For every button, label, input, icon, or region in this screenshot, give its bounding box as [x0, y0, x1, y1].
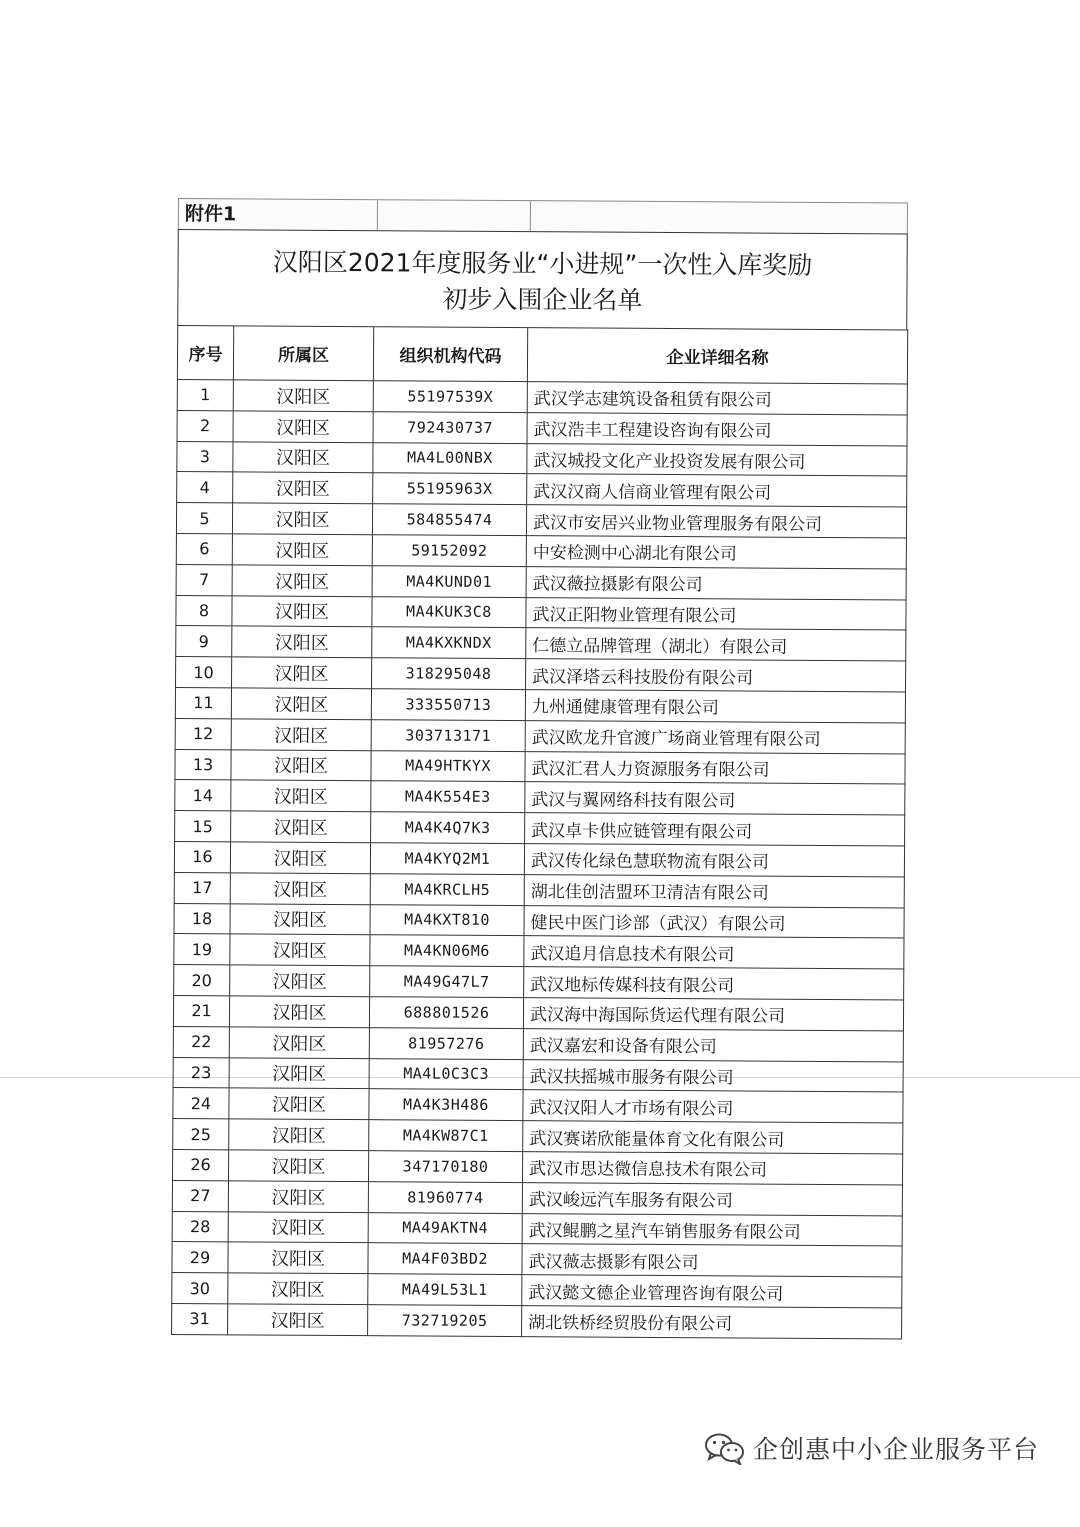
- row-serial: 7: [176, 564, 232, 595]
- row-district: 汉阳区: [231, 719, 371, 751]
- row-org-code: 81957276: [369, 1027, 523, 1059]
- row-district: 汉阳区: [233, 411, 373, 443]
- row-company-name: 仁德立品牌管理（湖北）有限公司: [526, 628, 906, 661]
- row-serial: 30: [172, 1273, 228, 1304]
- row-serial: 28: [172, 1211, 228, 1242]
- document-sheet: [171, 198, 908, 1339]
- row-district: 汉阳区: [230, 873, 370, 905]
- table-row: [177, 472, 907, 507]
- row-serial: 5: [176, 503, 232, 534]
- table-row: [174, 872, 904, 907]
- row-company-name: 武汉追月信息技术有限公司: [524, 936, 904, 969]
- table-row: [175, 811, 905, 846]
- table-row: [174, 934, 904, 969]
- row-company-name: 湖北佳创洁盟环卫清洁有限公司: [524, 874, 904, 907]
- row-company-name: 武汉薇志摄影有限公司: [522, 1244, 902, 1277]
- row-org-code: 81960774: [368, 1181, 522, 1213]
- row-serial: 31: [172, 1303, 228, 1334]
- row-serial: 27: [172, 1180, 228, 1211]
- row-serial: 13: [175, 749, 231, 780]
- row-org-code: MA4L0C3C3: [369, 1058, 523, 1090]
- table-row: [176, 564, 906, 599]
- table-row: [176, 533, 906, 568]
- table-row: [173, 1149, 903, 1184]
- header-district: 所属区: [233, 326, 373, 381]
- row-company-name: 武汉汉商人信商业管理有限公司: [527, 474, 907, 507]
- row-company-name: 中安检测中心湖北有限公司: [526, 536, 906, 569]
- blank-cell: [531, 201, 907, 233]
- row-district: 汉阳区: [231, 749, 371, 781]
- table-row: [172, 1273, 902, 1308]
- row-district: 汉阳区: [231, 780, 371, 812]
- wechat-icon: [703, 1431, 745, 1465]
- row-company-name: 武汉正阳物业管理有限公司: [526, 597, 906, 630]
- row-district: 汉阳区: [229, 996, 369, 1028]
- row-district: 汉阳区: [232, 657, 372, 689]
- row-org-code: MA4K554E3: [371, 781, 525, 813]
- row-district: 汉阳区: [228, 1150, 368, 1182]
- row-company-name: 武汉鲲鹏之星汽车销售服务有限公司: [522, 1213, 902, 1246]
- row-district: 汉阳区: [233, 380, 373, 412]
- row-org-code: MA4KW87C1: [369, 1120, 523, 1152]
- row-company-name: 武汉懿文德企业管理咨询有限公司: [522, 1275, 902, 1308]
- row-org-code: 55197539X: [373, 381, 527, 413]
- row-district: 汉阳区: [230, 842, 370, 874]
- row-company-name: 湖北铁桥经贸股份有限公司: [522, 1306, 902, 1339]
- title-line-2: 初步入围企业名单: [442, 284, 643, 315]
- table-row: [177, 441, 907, 476]
- row-serial: 17: [174, 872, 230, 903]
- row-district: 汉阳区: [232, 595, 372, 627]
- watermark: [703, 1428, 1039, 1468]
- row-org-code: MA4KXT810: [370, 904, 524, 936]
- row-serial: 11: [175, 687, 231, 718]
- row-district: 汉阳区: [230, 934, 370, 966]
- row-org-code: MA4KRCLH5: [370, 873, 524, 905]
- row-org-code: MA49L53L1: [368, 1274, 522, 1306]
- table-row: [176, 595, 906, 630]
- row-org-code: 792430737: [373, 411, 527, 443]
- table-row: [177, 379, 907, 414]
- row-company-name: 武汉汇君人力资源服务有限公司: [525, 751, 905, 784]
- table-row: [174, 841, 904, 876]
- attachment-label: 附件1: [179, 199, 378, 230]
- table-row: [174, 903, 904, 938]
- row-company-name: 武汉欧龙升官渡广场商业管理有限公司: [525, 720, 905, 753]
- row-district: 汉阳区: [232, 534, 372, 566]
- watermark-text: 企创惠中小企业服务平台: [753, 1435, 1040, 1464]
- row-org-code: MA49AKTN4: [368, 1212, 522, 1244]
- row-serial: 9: [176, 626, 232, 657]
- row-company-name: 九州通健康管理有限公司: [525, 690, 905, 723]
- header-company-name: 企业详细名称: [527, 328, 907, 384]
- row-district: 汉阳区: [230, 965, 370, 997]
- row-serial: 26: [173, 1149, 229, 1180]
- row-org-code: 333550713: [371, 689, 525, 721]
- table-row: [172, 1242, 902, 1277]
- header-serial: 序号: [177, 326, 233, 380]
- row-district: 汉阳区: [233, 472, 373, 504]
- row-district: 汉阳区: [229, 1027, 369, 1059]
- row-org-code: MA49HTKYX: [371, 750, 525, 782]
- row-serial: 12: [175, 718, 231, 749]
- row-serial: 6: [176, 533, 232, 564]
- table-row: [176, 503, 906, 538]
- row-district: 汉阳区: [231, 811, 371, 843]
- row-serial: 24: [173, 1088, 229, 1119]
- row-company-name: 武汉学志建筑设备租赁有限公司: [527, 382, 907, 415]
- row-company-name: 武汉市安居兴业物业管理服务有限公司: [526, 505, 906, 538]
- row-serial: 14: [175, 780, 231, 811]
- row-district: 汉阳区: [228, 1181, 368, 1213]
- row-district: 汉阳区: [228, 1211, 368, 1243]
- table-row: [172, 1303, 902, 1338]
- table-row: [176, 657, 906, 692]
- row-district: 汉阳区: [229, 1057, 369, 1089]
- row-org-code: 688801526: [369, 997, 523, 1029]
- blank-cell: [378, 200, 531, 231]
- row-org-code: MA4KXKNDX: [372, 627, 526, 659]
- row-district: 汉阳区: [232, 503, 372, 535]
- row-org-code: MA4KUK3C8: [372, 596, 526, 628]
- row-district: 汉阳区: [228, 1273, 368, 1305]
- row-org-code: 55195963X: [373, 473, 527, 505]
- table-row: [172, 1180, 902, 1215]
- table-row: [174, 965, 904, 1000]
- row-company-name: 武汉嘉宏和设备有限公司: [523, 1028, 903, 1061]
- row-serial: 4: [177, 472, 233, 503]
- row-district: 汉阳区: [232, 565, 372, 597]
- row-org-code: MA4KYQ2M1: [370, 843, 524, 875]
- table-row: [173, 1026, 903, 1061]
- row-company-name: 武汉扶摇城市服务有限公司: [523, 1059, 903, 1092]
- row-serial: 15: [175, 811, 231, 842]
- row-org-code: MA4F03BD2: [368, 1243, 522, 1275]
- row-serial: 22: [173, 1026, 229, 1057]
- row-org-code: MA4L00NBX: [373, 442, 527, 474]
- row-district: 汉阳区: [229, 1119, 369, 1151]
- row-company-name: 武汉泽塔云科技股份有限公司: [526, 659, 906, 692]
- enterprise-table: [171, 325, 908, 1339]
- table-header-row: [177, 326, 907, 384]
- row-company-name: 武汉传化绿色慧联物流有限公司: [524, 844, 904, 877]
- table-row: [173, 995, 903, 1030]
- table-row: [177, 410, 907, 445]
- row-serial: 19: [174, 934, 230, 965]
- row-org-code: 59152092: [372, 535, 526, 567]
- header-org-code: 组织机构代码: [373, 327, 527, 382]
- table-row: [175, 749, 905, 784]
- row-serial: 23: [173, 1057, 229, 1088]
- row-district: 汉阳区: [230, 903, 370, 935]
- row-org-code: 584855474: [372, 504, 526, 536]
- row-serial: 29: [172, 1242, 228, 1273]
- row-serial: 3: [177, 441, 233, 472]
- row-org-code: MA4KN06M6: [370, 935, 524, 967]
- row-serial: 1: [177, 379, 233, 410]
- title-line-1: 汉阳区2021年度服务业“小进规”一次性入库奖励: [272, 247, 813, 280]
- row-district: 汉阳区: [228, 1304, 368, 1336]
- row-district: 汉阳区: [229, 1088, 369, 1120]
- row-org-code: MA4K3H486: [369, 1089, 523, 1121]
- row-org-code: MA49G47L7: [370, 966, 524, 998]
- row-serial: 18: [174, 903, 230, 934]
- row-serial: 21: [173, 995, 229, 1026]
- row-serial: 16: [174, 841, 230, 872]
- row-company-name: 武汉地标传媒科技有限公司: [524, 967, 904, 1000]
- table-row: [173, 1088, 903, 1123]
- row-company-name: 武汉浩丰工程建设咨询有限公司: [527, 412, 907, 445]
- row-company-name: 武汉市思达微信息技术有限公司: [522, 1152, 902, 1185]
- table-row: [175, 687, 905, 722]
- row-org-code: 347170180: [368, 1151, 522, 1183]
- table-row: [173, 1119, 903, 1154]
- table-row: [172, 1211, 902, 1246]
- row-company-name: 武汉峻远汽车服务有限公司: [522, 1182, 902, 1215]
- document-title: [177, 229, 908, 329]
- table-row: [176, 626, 906, 661]
- row-serial: 25: [173, 1119, 229, 1150]
- row-serial: 2: [177, 410, 233, 441]
- row-company-name: 武汉薇拉摄影有限公司: [526, 566, 906, 599]
- row-company-name: 武汉海中海国际货运代理有限公司: [523, 998, 903, 1031]
- row-org-code: MA4K4Q7K3: [371, 812, 525, 844]
- row-district: 汉阳区: [233, 441, 373, 473]
- row-org-code: 303713171: [371, 719, 525, 751]
- table-row: [173, 1057, 903, 1092]
- row-company-name: 武汉卓卡供应链管理有限公司: [525, 813, 905, 846]
- row-company-name: 武汉赛诺欣能量体育文化有限公司: [523, 1121, 903, 1154]
- row-company-name: 健民中医门诊部（武汉）有限公司: [524, 905, 904, 938]
- row-district: 汉阳区: [232, 626, 372, 658]
- row-serial: 20: [174, 965, 230, 996]
- attachment-row: [178, 198, 908, 233]
- table-row: [175, 780, 905, 815]
- row-org-code: 318295048: [372, 658, 526, 690]
- row-serial: 10: [176, 657, 232, 688]
- table-row: [175, 718, 905, 753]
- row-district: 汉阳区: [231, 688, 371, 720]
- row-serial: 8: [176, 595, 232, 626]
- row-org-code: MA4KUND01: [372, 565, 526, 597]
- row-org-code: 732719205: [368, 1305, 522, 1337]
- row-company-name: 武汉城投文化产业投资发展有限公司: [527, 443, 907, 476]
- row-district: 汉阳区: [228, 1242, 368, 1274]
- row-company-name: 武汉汉阳人才市场有限公司: [523, 1090, 903, 1123]
- row-company-name: 武汉与翼网络科技有限公司: [525, 782, 905, 815]
